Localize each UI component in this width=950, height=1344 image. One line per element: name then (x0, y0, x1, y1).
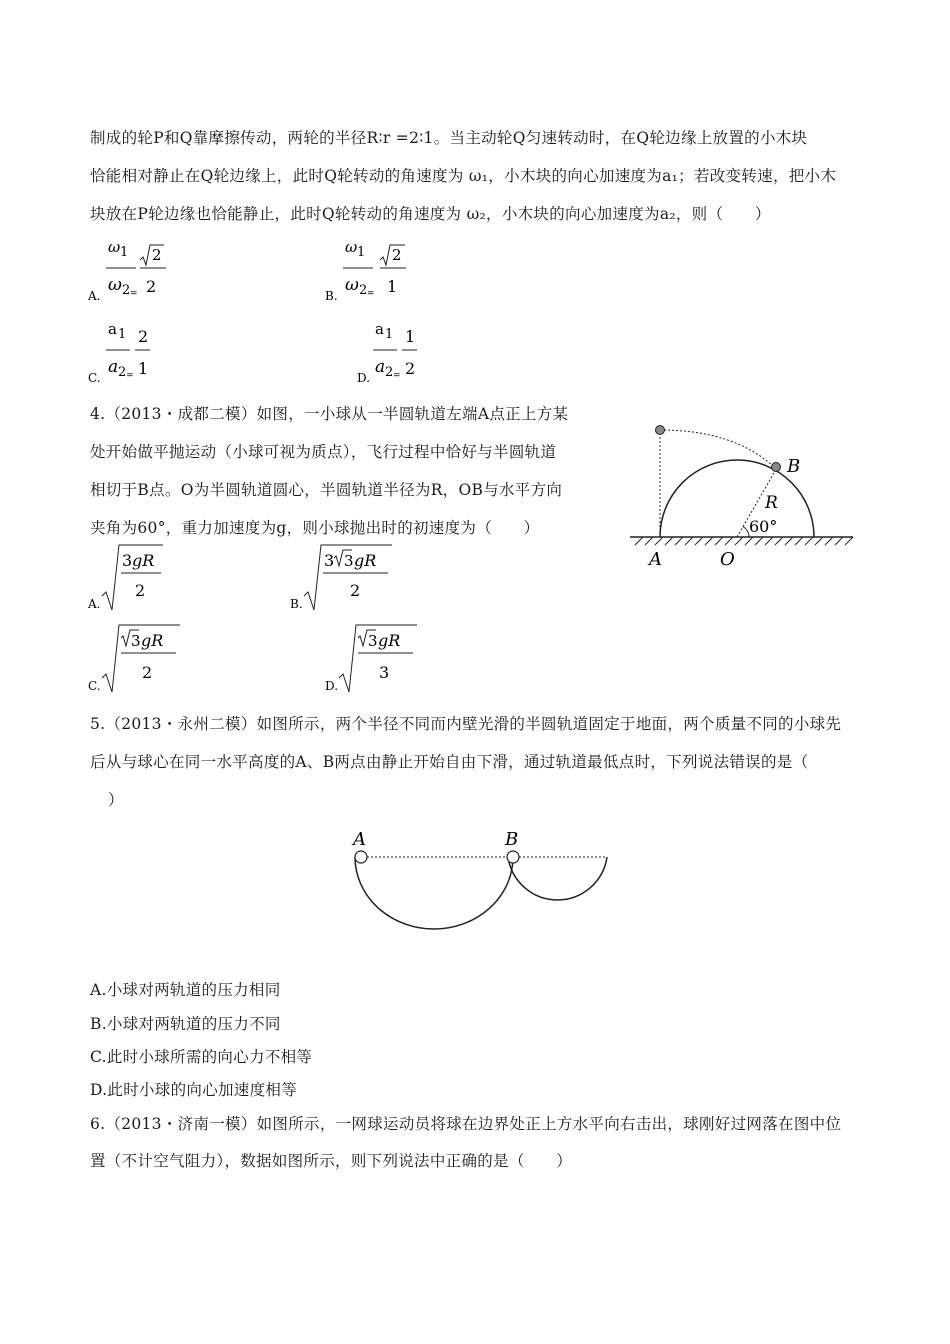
svg-text:2: 2 (142, 663, 153, 682)
q5-label-a: A (353, 829, 366, 850)
q4-text-line-2: 处开始做平抛运动（小球可视为质点），飞行过程中恰好与半圆轨道 (90, 443, 557, 461)
svg-text:a: a (108, 320, 117, 338)
q3-option-c (88, 312, 198, 387)
svg-text:3: 3 (324, 551, 335, 570)
q3-option-b (325, 230, 435, 305)
svg-text:ω: ω (108, 275, 122, 295)
svg-text:3: 3 (131, 632, 141, 650)
svg-text:=: = (393, 371, 401, 381)
q4-label-angle: 60° (749, 517, 778, 536)
q4-option-a-label: A. (88, 597, 101, 611)
svg-text:2: 2 (405, 359, 416, 378)
svg-text:ω: ω (345, 275, 359, 295)
svg-text:a: a (375, 320, 384, 338)
q5-label-b: B (505, 829, 519, 850)
svg-text:2: 2 (122, 283, 131, 298)
q4-option-d (325, 620, 425, 695)
svg-text:1: 1 (138, 359, 149, 378)
q4-figure (625, 415, 860, 575)
svg-text:=: = (367, 289, 375, 299)
svg-text:ω: ω (345, 238, 358, 256)
svg-text:1: 1 (385, 327, 394, 342)
q4-label-b: B (787, 456, 801, 477)
svg-text:2: 2 (118, 365, 127, 380)
svg-text:2: 2 (359, 283, 368, 298)
svg-text:2: 2 (392, 246, 402, 264)
svg-text:=: = (130, 289, 138, 299)
q3-option-c-label: C. (88, 371, 101, 385)
svg-text:a: a (375, 357, 386, 377)
q4-option-a (88, 540, 178, 615)
svg-text:2: 2 (146, 277, 157, 296)
q4-option-c-label: C. (88, 679, 101, 693)
svg-text:gR: gR (378, 631, 401, 650)
q5-text-line-2: 后从与球心在同一水平高度的A、B两点由静止开始自由下滑，通过轨道最低点时，下列说法错误的是（ (90, 753, 809, 771)
svg-text:3: 3 (379, 663, 390, 682)
svg-text:3: 3 (368, 632, 378, 650)
q4-text-line-3: 相切于B点。O为半圆轨道圆心，半圆轨道半径为R，OB与水平方向 (90, 481, 563, 499)
svg-text:gR: gR (141, 631, 164, 650)
q3-option-b-label: B. (325, 289, 338, 303)
q6-text-line-1: 6.（2013・济南一模）如图所示，一网球运动员将球在边界处正上方水平向右击出，球刚好过网落在图中位 (90, 1115, 842, 1133)
svg-text:3: 3 (122, 551, 133, 570)
q4-text-line-1: 4.（2013・成都二模）如图，一小球从一半圆轨道左端A点正上方某 (90, 405, 569, 423)
q5-option-d: D.此时小球的向心加速度相等 (90, 1081, 298, 1099)
q4-option-b-label: B. (290, 597, 303, 611)
q5-option-b: B.小球对两轨道的压力不同 (90, 1015, 281, 1033)
q3-option-d (357, 312, 467, 387)
svg-text:2: 2 (135, 581, 146, 600)
q3-option-a-label: A. (88, 289, 101, 303)
svg-text:2: 2 (138, 327, 149, 346)
svg-text:gR: gR (132, 551, 155, 570)
svg-text:2: 2 (385, 365, 394, 380)
svg-text:1: 1 (387, 277, 398, 296)
svg-text:1: 1 (405, 327, 416, 346)
svg-text:1: 1 (357, 245, 366, 260)
svg-text:gR: gR (354, 551, 377, 570)
q3-option-d-label: D. (357, 371, 371, 385)
q5-option-a: A.小球对两轨道的压力相同 (90, 981, 281, 999)
q5-figure (345, 825, 615, 935)
svg-text:1: 1 (118, 327, 127, 342)
svg-text:3: 3 (344, 552, 354, 570)
svg-text:2: 2 (152, 246, 162, 264)
svg-text:1: 1 (120, 245, 129, 260)
svg-text:=: = (126, 371, 134, 381)
q4-text-line-4: 夹角为60°，重力加速度为g，则小球抛出时的初速度为（ ） (90, 519, 540, 537)
q4-label-r: R (765, 493, 778, 513)
q5-text-line-1: 5.（2013・永州二模）如图所示，两个半径不同而内壁光滑的半圆轨道固定于地面，两个质量不同的小球先 (90, 715, 842, 733)
q6-text-line-2: 置（不计空气阻力），数据如图所示，则下列说法中正确的是（ ） (90, 1152, 573, 1170)
q4-option-b (290, 540, 400, 615)
q3-text-line-1: 制成的轮P和Q靠摩擦传动，两轮的半径R∶r =2∶1。当主动轮Q匀速转动时，在Q轮边缘上放置的小木块 (90, 129, 808, 147)
q4-label-o: O (720, 549, 735, 570)
q5-option-c: C.此时小球所需的向心力不相等 (90, 1048, 313, 1066)
q3-option-a (88, 230, 198, 305)
svg-text:2: 2 (350, 581, 361, 600)
q3-text-line-2: 恰能相对静止在Q轮边缘上，此时Q轮转动的角速度为 ω₁，小木块的向心加速度为a₁；若改变转速，把小木 (90, 167, 837, 185)
svg-text:a: a (108, 357, 119, 377)
q4-option-c (88, 620, 188, 695)
q4-label-a: A (649, 549, 662, 570)
svg-text:ω: ω (108, 238, 121, 256)
q4-option-d-label: D. (325, 679, 339, 693)
q5-text-line-3: ） (108, 791, 124, 809)
q3-text-line-3: 块放在P轮边缘也恰能静止，此时Q轮转动的角速度为 ω₂，小木块的向心加速度为a₂，则（ ） (90, 205, 771, 223)
